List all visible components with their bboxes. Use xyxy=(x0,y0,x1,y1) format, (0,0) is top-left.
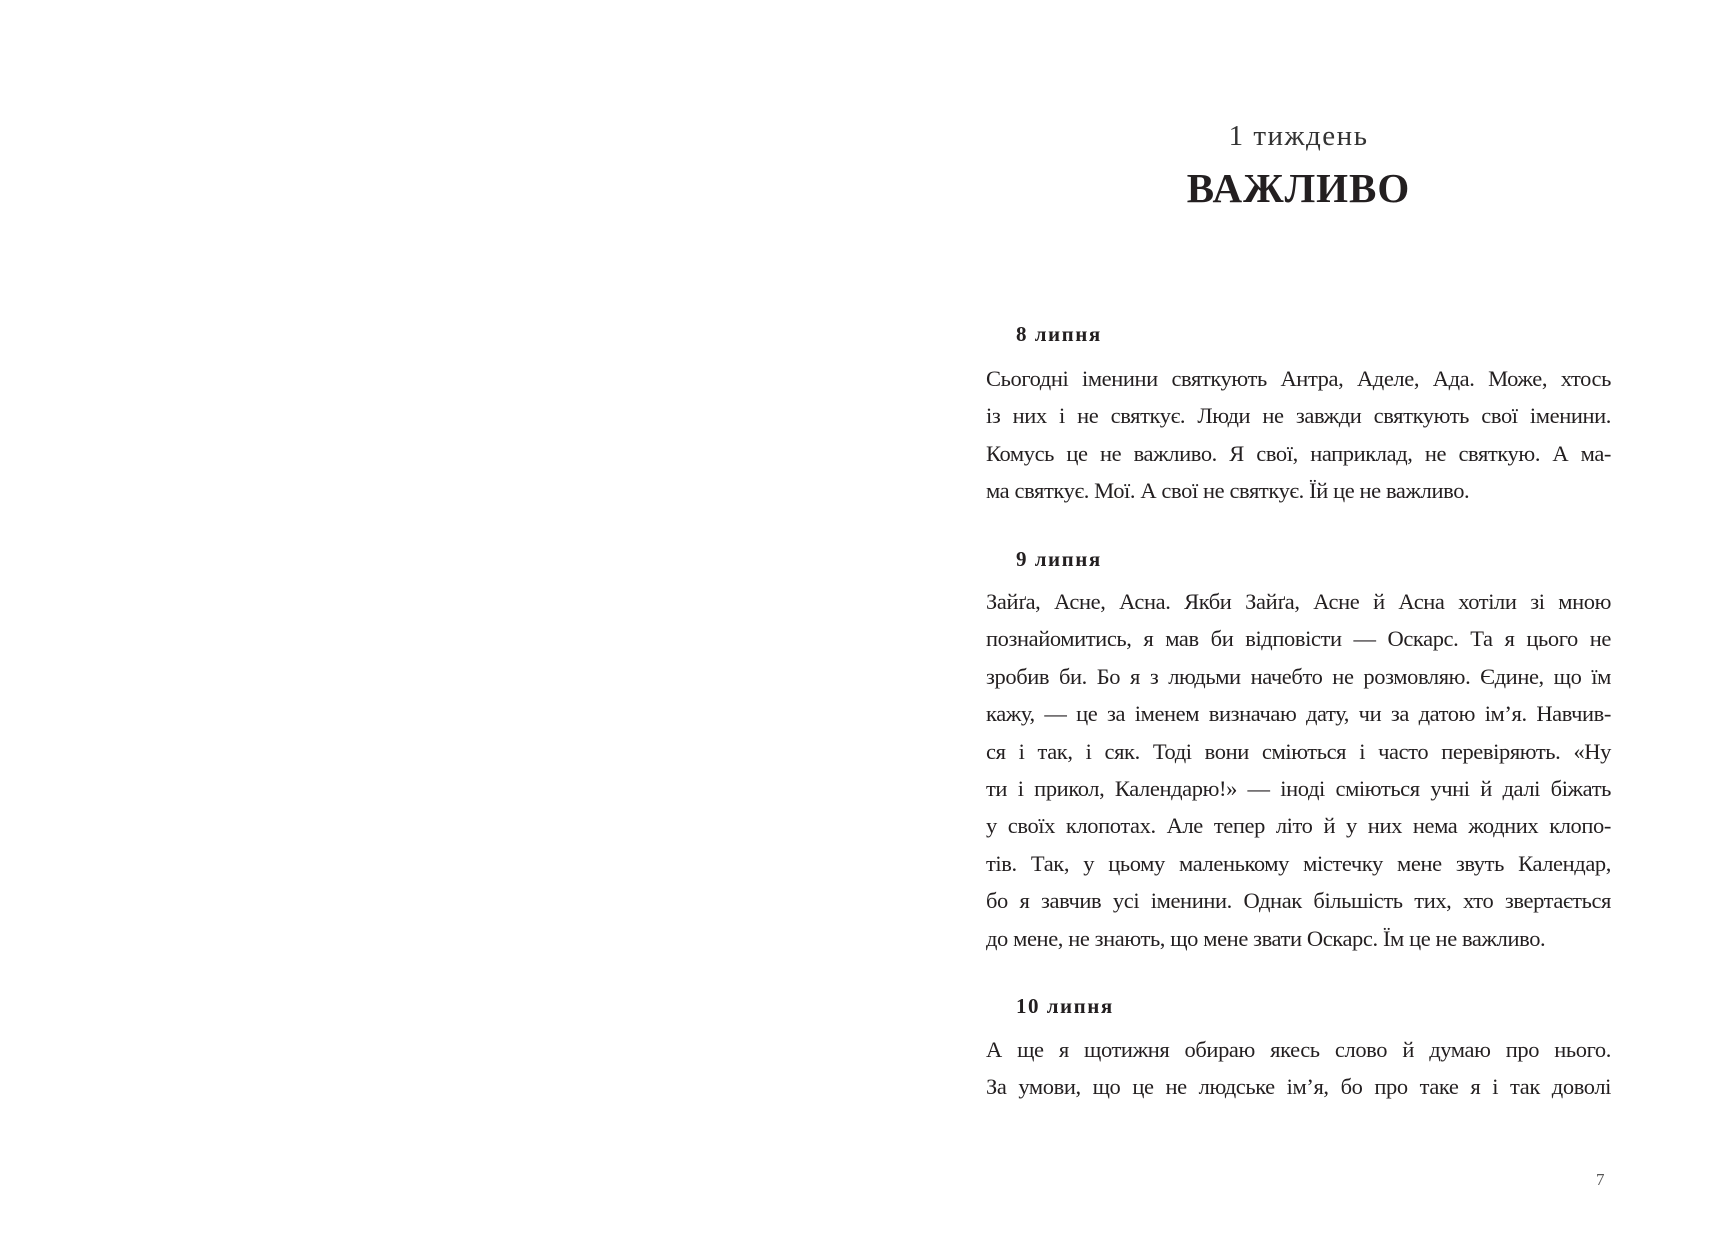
text-line: Сьогодні іменини святкують Антра, Аделе, Ада. Може, хтось xyxy=(986,366,1611,391)
text-line: бо я завчив усі іменини. Однак більшість тих, хто звертається xyxy=(986,888,1611,914)
text-line: кажу, — це за іменем визначаю дату, чи за датою ім’я. Навчив- xyxy=(986,701,1611,727)
text-line: Комусь це не важливо. Я свої, наприклад, не святкую. А ма- xyxy=(986,440,1611,466)
text-line: зробив би. Бо я з людьми начебто не розмовляю. Єдине, що їм xyxy=(986,663,1611,689)
text-line: За умови, що це не людське ім’я, бо про таке я і так доволі xyxy=(986,1074,1611,1100)
text-line: тів. Так, у цьому маленькому містечку мене звуть Календар, xyxy=(986,850,1611,876)
text-line: ти і прикол, Календарю!» — іноді сміються учні й далі біжать xyxy=(986,776,1611,801)
page-number: 7 xyxy=(1596,1170,1605,1189)
text-line: А ще я щотижня обираю якесь слово й думаю про нього. xyxy=(986,1037,1611,1062)
text-line: ма святкує. Мої. А свої не святкує. Їй це не важливо. xyxy=(986,478,1470,504)
entry-date: 9 липня xyxy=(1016,547,1102,571)
chapter-title: ВАЖЛИВО xyxy=(1186,165,1411,211)
text-line: із них і не святкує. Люди не завжди святкують свої іменини. xyxy=(986,403,1611,429)
text-line: познайомитись, я мав би відповісти — Оскарс. Та я цього не xyxy=(986,626,1611,652)
text-line: Зайґа, Асне, Асна. Якби Зайґа, Асне й Асна хотіли зі мною xyxy=(986,589,1611,614)
text-line: до мене, не знають, що мене звати Оскарс. Їм це не важливо. xyxy=(986,925,1546,951)
text-line: ся і так, і сяк. Тоді вони сміються і часто перевіряють. «Ну xyxy=(986,738,1611,764)
week-label: 1 тиждень xyxy=(1228,120,1369,152)
entry-date: 8 липня xyxy=(1016,322,1102,346)
entry-date: 10 липня xyxy=(1016,994,1114,1018)
text-line: у своїх клопотах. Але тепер літо й у них нема жодних клопо- xyxy=(986,813,1611,839)
